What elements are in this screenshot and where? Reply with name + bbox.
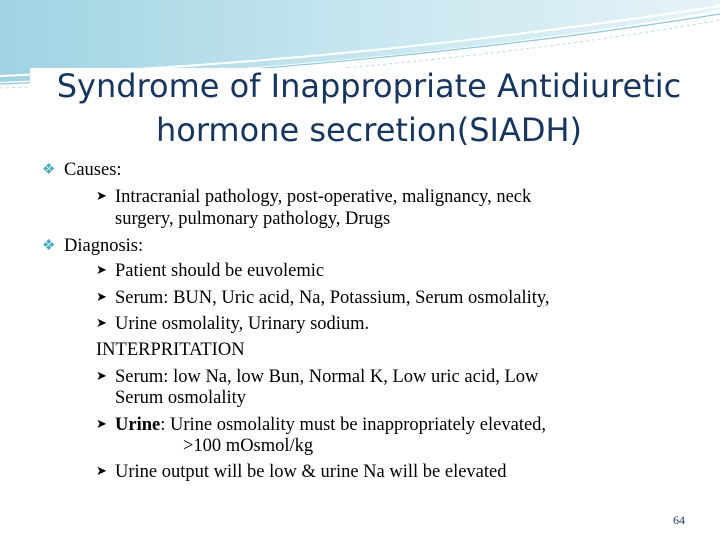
causes-heading: Causes: [64, 160, 122, 180]
diagnosis-heading: Diagnosis: [64, 236, 144, 256]
slide-title: Syndrome of Inappropriate Antidiuretic hormone secretion(SIADH) [56, 67, 682, 149]
causes-item-line1: Intracranial pathology, post-operative, malignancy, neck [115, 187, 532, 207]
diagnosis-item: Serum: BUN, Uric acid, Na, Potassium, Serum osmolality, [115, 288, 550, 308]
arrowhead-bullet-icon: ➤ [96, 263, 107, 278]
interp-output: Urine output will be low & urine Na will be elevated [115, 462, 507, 482]
interp-urine-text: : Urine osmolality must be inappropriately elevated, [160, 415, 547, 435]
causes-item-line2: surgery, pulmonary pathology, Drugs [115, 209, 391, 229]
scroll-bullet-icon: ❖ [42, 162, 56, 178]
interpretation-heading: INTERPRITATION [96, 340, 245, 360]
interp-serum-line2: Serum osmolality [115, 388, 247, 408]
interp-urine-line2: >100 mOsmol/kg [183, 436, 314, 456]
arrowhead-bullet-icon: ➤ [96, 417, 107, 432]
arrowhead-bullet-icon: ➤ [96, 189, 107, 204]
page-number: 64 [673, 513, 685, 527]
causes-bullet [42, 159, 122, 181]
arrowhead-bullet-icon: ➤ [96, 316, 107, 331]
interp-serum-line1: Serum: low Na, low Bun, Normal K, Low uric acid, Low [115, 367, 539, 387]
diagnosis-item: Patient should be euvolemic [115, 261, 325, 281]
scroll-bullet-icon: ❖ [42, 238, 56, 254]
diagnosis-item: Urine osmolality, Urinary sodium. [115, 314, 370, 334]
arrowhead-bullet-icon: ➤ [96, 369, 107, 384]
arrowhead-bullet-icon: ➤ [96, 464, 107, 479]
diagnosis-bullet [42, 235, 143, 257]
interp-urine-label: Urine [115, 415, 161, 435]
interp-urine-line1 [115, 414, 546, 436]
arrowhead-bullet-icon: ➤ [96, 290, 107, 305]
